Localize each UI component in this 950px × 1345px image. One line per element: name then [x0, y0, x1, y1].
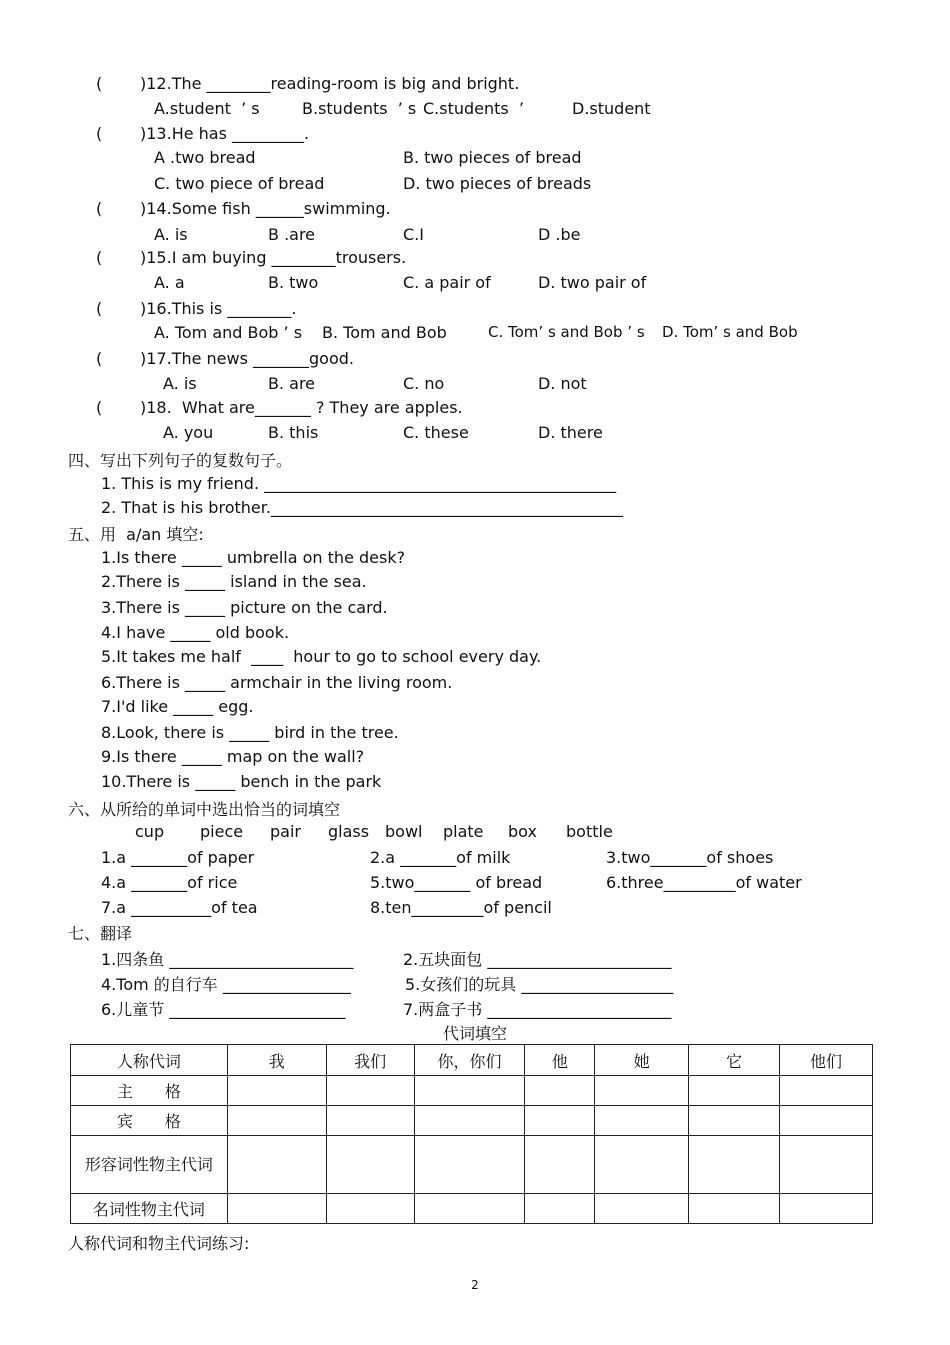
question-13: )13.He has _________. — [140, 124, 310, 143]
article-item: 4.I have _____ old book. — [101, 623, 290, 642]
word-bank-word: bottle — [566, 822, 613, 841]
option-d: D. not — [538, 374, 587, 393]
question-12: )12.The ________reading-room is big and bright. — [140, 74, 520, 93]
question-14: )14.Some fish ______swimming. — [140, 199, 391, 218]
page-number: 2 — [471, 1278, 479, 1292]
article-item: 3.There is _____ picture on the card. — [101, 598, 388, 617]
table-blank-cell[interactable] — [227, 1106, 326, 1136]
article-item: 1.Is there _____ umbrella on the desk? — [101, 548, 406, 567]
word-bank-word: pair — [270, 822, 301, 841]
footer-note: 人称代词和物主代词练习: — [68, 1234, 250, 1253]
option-b: B. this — [268, 423, 319, 442]
question-15: )15.I am buying ________trousers. — [140, 248, 407, 267]
question-17: )17.The news _______good. — [140, 349, 354, 368]
measure-item: 4.a _______of rice — [101, 873, 238, 892]
word-bank-word: glass — [328, 822, 370, 841]
table-blank-cell[interactable] — [780, 1194, 873, 1224]
table-blank-cell[interactable] — [689, 1106, 780, 1136]
option-d: D. Tom’ s and Bob — [662, 323, 798, 341]
plural-item-1: 1. This is my friend. ____________________________________________ — [101, 474, 617, 493]
option-a: A. a — [154, 273, 185, 292]
answer-paren: ( — [96, 74, 103, 93]
table-blank-cell[interactable] — [525, 1136, 595, 1194]
translate-item: 1.四条鱼 _______________________ — [101, 950, 354, 969]
option-b: B. two pieces of bread — [403, 148, 582, 167]
answer-paren: ( — [96, 248, 103, 267]
table-blank-cell[interactable] — [414, 1106, 525, 1136]
section-5-title: 五、用 a/an 填空: — [68, 525, 204, 544]
table-row-label — [71, 1136, 228, 1194]
table-blank-cell[interactable] — [326, 1136, 414, 1194]
translate-item: 7.两盒子书 _______________________ — [403, 1000, 672, 1019]
table-blank-cell[interactable] — [414, 1194, 525, 1224]
table-blank-cell[interactable] — [326, 1194, 414, 1224]
answer-paren: ( — [96, 398, 103, 417]
question-16: )16.This is ________. — [140, 299, 297, 318]
option-d: D .be — [538, 225, 581, 244]
table-blank-cell[interactable] — [525, 1106, 595, 1136]
option-c: C. these — [403, 423, 469, 442]
table-blank-cell[interactable] — [689, 1076, 780, 1106]
measure-item: 3.two_______of shoes — [606, 848, 774, 867]
table-header-cell: 我们 — [326, 1045, 414, 1076]
option-c: C. two piece of bread — [154, 174, 325, 193]
option-a: A. is — [154, 225, 188, 244]
option-c: C.I — [403, 225, 424, 244]
word-bank-word: cup — [135, 822, 165, 841]
article-item: 9.Is there _____ map on the wall? — [101, 747, 365, 766]
table-blank-cell[interactable] — [227, 1076, 326, 1106]
table-blank-cell[interactable] — [689, 1136, 780, 1194]
article-item: 7.I'd like _____ egg. — [101, 697, 254, 716]
table-header-cell: 你，你们 — [414, 1045, 525, 1076]
measure-item: 7.a __________of tea — [101, 898, 258, 917]
table-blank-cell[interactable] — [595, 1076, 689, 1106]
option-a: A. is — [163, 374, 197, 393]
article-item: 8.Look, there is _____ bird in the tree. — [101, 723, 399, 742]
measure-item: 8.ten_________of pencil — [370, 898, 552, 917]
measure-item: 1.a _______of paper — [101, 848, 255, 867]
option-d: D.student — [572, 99, 651, 118]
table-row-label: 名词性物主代词 — [71, 1194, 228, 1224]
option-b: B.students ’ s — [302, 99, 417, 118]
translate-item: 4.Tom 的自行车 ________________ — [101, 975, 351, 994]
option-b: B. Tom and Bob — [322, 323, 447, 342]
table-header-cell: 我 — [227, 1045, 326, 1076]
option-d: D. there — [538, 423, 603, 442]
table-header-cell: 他 — [525, 1045, 595, 1076]
answer-paren: ( — [96, 349, 103, 368]
table-blank-cell[interactable] — [414, 1076, 525, 1106]
question-18: )18. What are_______ ? They are apples. — [140, 398, 463, 417]
word-bank-word: box — [508, 822, 537, 841]
table-header-cell: 人称代词 — [71, 1045, 228, 1076]
section-6-title: 六、从所给的单词中选出恰当的词填空 — [68, 800, 341, 819]
article-item: 5.It takes me half ____ hour to go to school every day. — [101, 647, 542, 666]
answer-paren: ( — [96, 299, 103, 318]
option-c: C. Tom’ s and Bob ’ s — [488, 323, 645, 341]
translate-item: 2.五块面包 _______________________ — [403, 950, 672, 969]
table-row-label: 主 格 — [71, 1076, 228, 1106]
table-header-cell: 她 — [595, 1045, 689, 1076]
table-blank-cell[interactable] — [326, 1076, 414, 1106]
answer-paren: ( — [96, 199, 103, 218]
option-d: D. two pair of — [538, 273, 647, 292]
table-blank-cell[interactable] — [780, 1106, 873, 1136]
table-blank-cell[interactable] — [780, 1136, 873, 1194]
table-blank-cell[interactable] — [414, 1136, 525, 1194]
option-c: C.students ’ — [423, 99, 525, 118]
option-b: B. are — [268, 374, 316, 393]
table-blank-cell[interactable] — [689, 1194, 780, 1224]
translate-item: 6.儿童节 ______________________ — [101, 1000, 346, 1019]
word-bank-word: piece — [200, 822, 244, 841]
option-c: C. no — [403, 374, 445, 393]
table-blank-cell[interactable] — [525, 1194, 595, 1224]
option-a: A. Tom and Bob ’ s — [154, 323, 303, 342]
section-4-title: 四、写出下列句子的复数句子。 — [68, 451, 293, 470]
table-title: 代词填空 — [442, 1024, 507, 1043]
section-7-title: 七、翻译 — [68, 924, 133, 943]
table-blank-cell[interactable] — [780, 1076, 873, 1106]
table-header-cell: 他们 — [780, 1045, 873, 1076]
article-item: 10.There is _____ bench in the park — [101, 772, 382, 791]
table-blank-cell[interactable] — [595, 1194, 689, 1224]
table-blank-cell[interactable] — [326, 1106, 414, 1136]
table-blank-cell[interactable] — [595, 1136, 689, 1194]
table-row-label: 宾 格 — [71, 1106, 228, 1136]
measure-item: 6.three_________of water — [606, 873, 802, 892]
article-item: 2.There is _____ island in the sea. — [101, 572, 367, 591]
table-header-cell: 它 — [689, 1045, 780, 1076]
table-row-label-text: 形容词性物主代词 — [84, 1154, 213, 1174]
translate-item: 5.女孩们的玩具 ___________________ — [405, 975, 674, 994]
table-blank-cell[interactable] — [227, 1136, 326, 1194]
option-c: C. a pair of — [403, 273, 491, 292]
table-blank-cell[interactable] — [525, 1076, 595, 1106]
option-d: D. two pieces of breads — [403, 174, 592, 193]
option-a: A .two bread — [154, 148, 256, 167]
table-blank-cell[interactable] — [227, 1194, 326, 1224]
article-item: 6.There is _____ armchair in the living room. — [101, 673, 453, 692]
word-bank-word: plate — [443, 822, 484, 841]
option-a: A. you — [163, 423, 214, 442]
option-b: B .are — [268, 225, 316, 244]
answer-paren: ( — [96, 124, 103, 143]
measure-item: 5.two_______ of bread — [370, 873, 543, 892]
pronoun-table — [70, 1044, 873, 1224]
word-bank-word: bowl — [385, 822, 423, 841]
plural-item-2: 2. That is his brother.____________________________________________ — [101, 498, 623, 517]
table-blank-cell[interactable] — [595, 1106, 689, 1136]
option-a: A.student ’ s — [154, 99, 260, 118]
measure-item: 2.a _______of milk — [370, 848, 511, 867]
option-b: B. two — [268, 273, 319, 292]
